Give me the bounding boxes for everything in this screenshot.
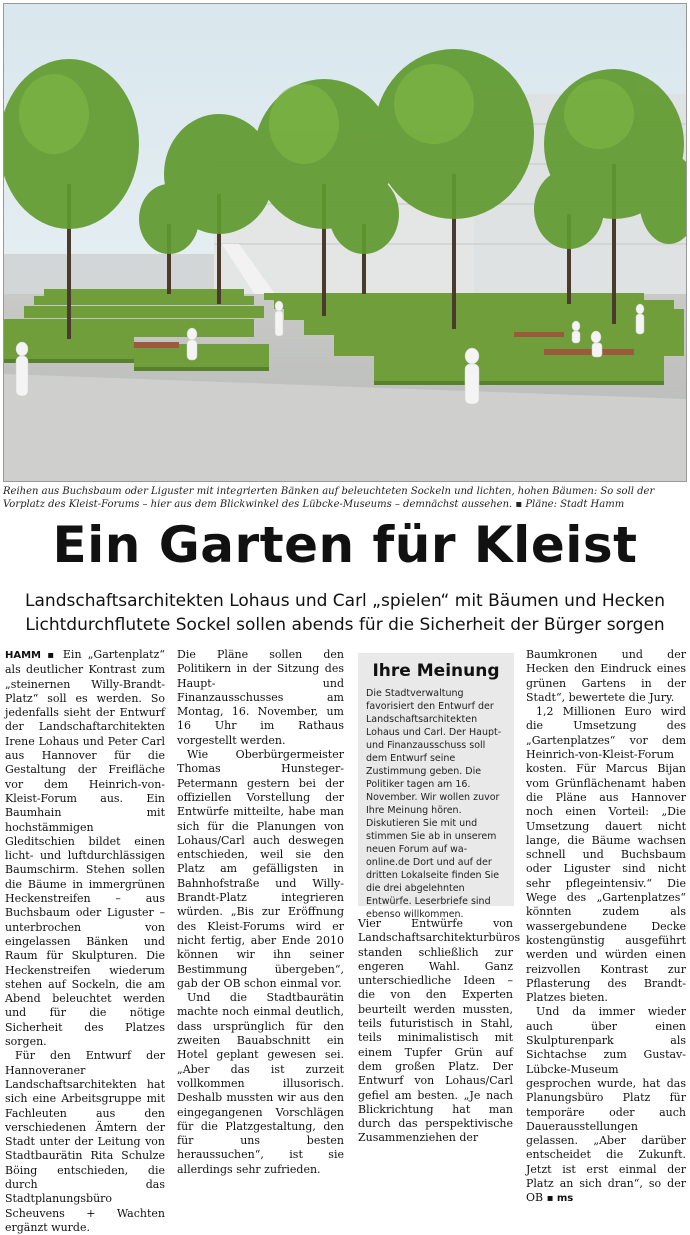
article-paragraph: Und die Stadtbaurätin machte noch einmal deutlich, dass ursprünglich für den zweiten Bauabschnitt ein Hotel geplant gewesen sei. „Aber das ist zurzeit vollkommen illusorisch. Deshalb mussten wir aus den eingegangenen Vorschlägen für die Platzgestaltung, den für uns besten heraussuchen“, ist sie allerdings sehr zufrieden. xyxy=(177,991,344,1176)
article-paragraph: Ein „Gartenplatz“ als deutlicher Kontrast zum „steinernen Willy-Brandt-Platz“ soll es werden. So jedenfalls sieht der Entwurf der Landschaftarchitekten Irene Lohaus und Peter Carl aus Hannover für die Gestaltung der Freifläche vor dem Heinrich-von-Kleist-Forum aus. Ein Baumhain mit hochstämmigen Gleditschien bildet einen licht- und luftdurchlässigen Baumschirm. Stehen sollen die Bäume in immergrünen Heckenstreifen – aus Buchsbaum oder Liguster – unterbrochen von eingelassen Bänken und Raum für Skulpturen. Die Heckenstreifen wiederum stehen auf Sockeln, die am Abend beleuchtet werden und für die nötige Sicherheit des Platzes sorgen. xyxy=(5,648,165,1049)
article-paragraph: Baumkronen und der Hecken den Eindruck eines grünen Gartens in der Stadt“, bewertete die Jury. xyxy=(526,648,686,704)
subheadline-2: Lichtdurchflutete Sockel sollen abends für die Sicherheit der Bürger sorgen xyxy=(25,615,665,635)
article-paragraph: 1,2 Millionen Euro wird die Umsetzung des „Gartenplatzes“ vor dem Heinrich-von-Kleist-Forum kosten. Für Marcus Bijan vom Grünflächenamt haben die Pläne aus Hannover noch einen Vorteil: „Die Umsetzung dauert nicht lange, die Bäume wachsen schnell und Buchsbaum oder Liguster sind nicht sehr pflegeintensiv.“ Die Wege des „Gartenplatzes“ könnten zudem als wassergebundene Decke kostengünstig ausgeführt werden und würden einen reizvollen Kontrast zur Pflasterung des Brandt-Platzes bieten. xyxy=(526,705,686,1005)
article-paragraph: Für den Entwurf der Hannoveraner Landschaftsarchitekten hat sich eine Arbeitsgruppe mit Fachleuten aus den verschiedenen Ämtern der Stadt unter der Leitung von Stadtbaurätin Rita Schulze Böing entschieden, die durch das Stadtplanungsbüro Scheuvens + Wachten ergänzt wurde. xyxy=(5,1049,165,1234)
article-paragraph: Die Pläne sollen den Politikern in der Sitzung des Haupt- und Finanzausschusses am Montag, 16. November, um 16 Uhr im Rathaus vorgestellt werden. xyxy=(177,648,344,747)
article-paragraph: Wie Oberbürgermeister Thomas Hunsteger-Petermann gestern bei der offiziellen Vorstellung der Entwürfe mitteilte, habe man sich für die Planungen von Lohaus/Carl auch deswegen entschieden, weil sie den Platz am gefälligsten in Bahnhofstraße und Willy-Brandt-Platz integrieren würden. „Bis zur Eröffnung des Kleist-Forums wird er nicht fertig, aber Ende 2010 können wir ihn seiner Bestimmung übergeben“, gab der OB schon einmal vor. xyxy=(177,748,344,990)
opinion-box-title: Ihre Meinung xyxy=(372,661,500,681)
article-paragraph: Vier Entwürfe von Landschaftsarchitekturbüros standen schließlich zur engeren Wahl. Ganz unterschiedliche Ideen – die von den Experten beurteilt werden mussten, teils futuristisch in Stahl, teils minimalistisch mit einem Tupfer Grün auf dem großen Platz. Der Entwurf von Lohaus/Carl gefiel am besten. „Je nach Blickrichtung hat man durch das perspektivische Zusammenziehen der xyxy=(358,917,521,1145)
headline: Ein Garten für Kleist xyxy=(52,516,638,574)
article-photo xyxy=(3,3,687,482)
article-column-3 xyxy=(358,917,521,1146)
article-column-1 xyxy=(5,648,165,1235)
article-column-2 xyxy=(177,648,344,1177)
opinion-box xyxy=(358,653,514,920)
dateline: HAMM ▪ xyxy=(5,650,57,661)
article-paragraph: Und da immer wieder auch über einen Skulpturenpark als Sichtachse zum Gustav-Lübcke-Museum gesprochen wurde, hat das Planungsbüro Platz für temporäre oder auch Dauerausstellungen gelassen. „Aber darüber entscheidet die Zukunft. Jetzt ist erst einmal der Platz an sich dran“, so der OB xyxy=(526,1005,686,1205)
photo-caption: Reihen aus Buchsbaum oder Liguster mit integrierten Bänken auf beleuchteten Sockeln und lichten, hohen Bäumen: So soll der Vorplatz des Kleist-Forums – hier aus dem Blickwinkel des Lübcke-Museums – demnächst aussehen. ▪ Pläne: Stadt Hamm xyxy=(3,486,655,510)
author-tag: ▪ ms xyxy=(546,1193,574,1205)
article-column-4 xyxy=(526,648,686,1207)
opinion-box-text: Die Stadtverwaltung favorisiert den Entwurf der Landschaftsarchitekten Lohaus und Carl. Der Haupt- und Finanzausschuss soll dem Entwurf seine Zustimmung geben. Die Politiker tagen am 16. November. Wir wollen zuvor Ihre Meinung hören. Diskutieren Sie mit und stimmen Sie ab in unserem neuen Forum auf wa-online.de Dort und auf der dritten Lokalseite finden Sie die drei abgelehnten Entwürfe. Leserbriefe sind ebenso willkommen. xyxy=(366,688,502,920)
subheadline-1: Landschaftsarchitekten Lohaus und Carl „spielen“ mit Bäumen und Hecken xyxy=(25,591,665,611)
